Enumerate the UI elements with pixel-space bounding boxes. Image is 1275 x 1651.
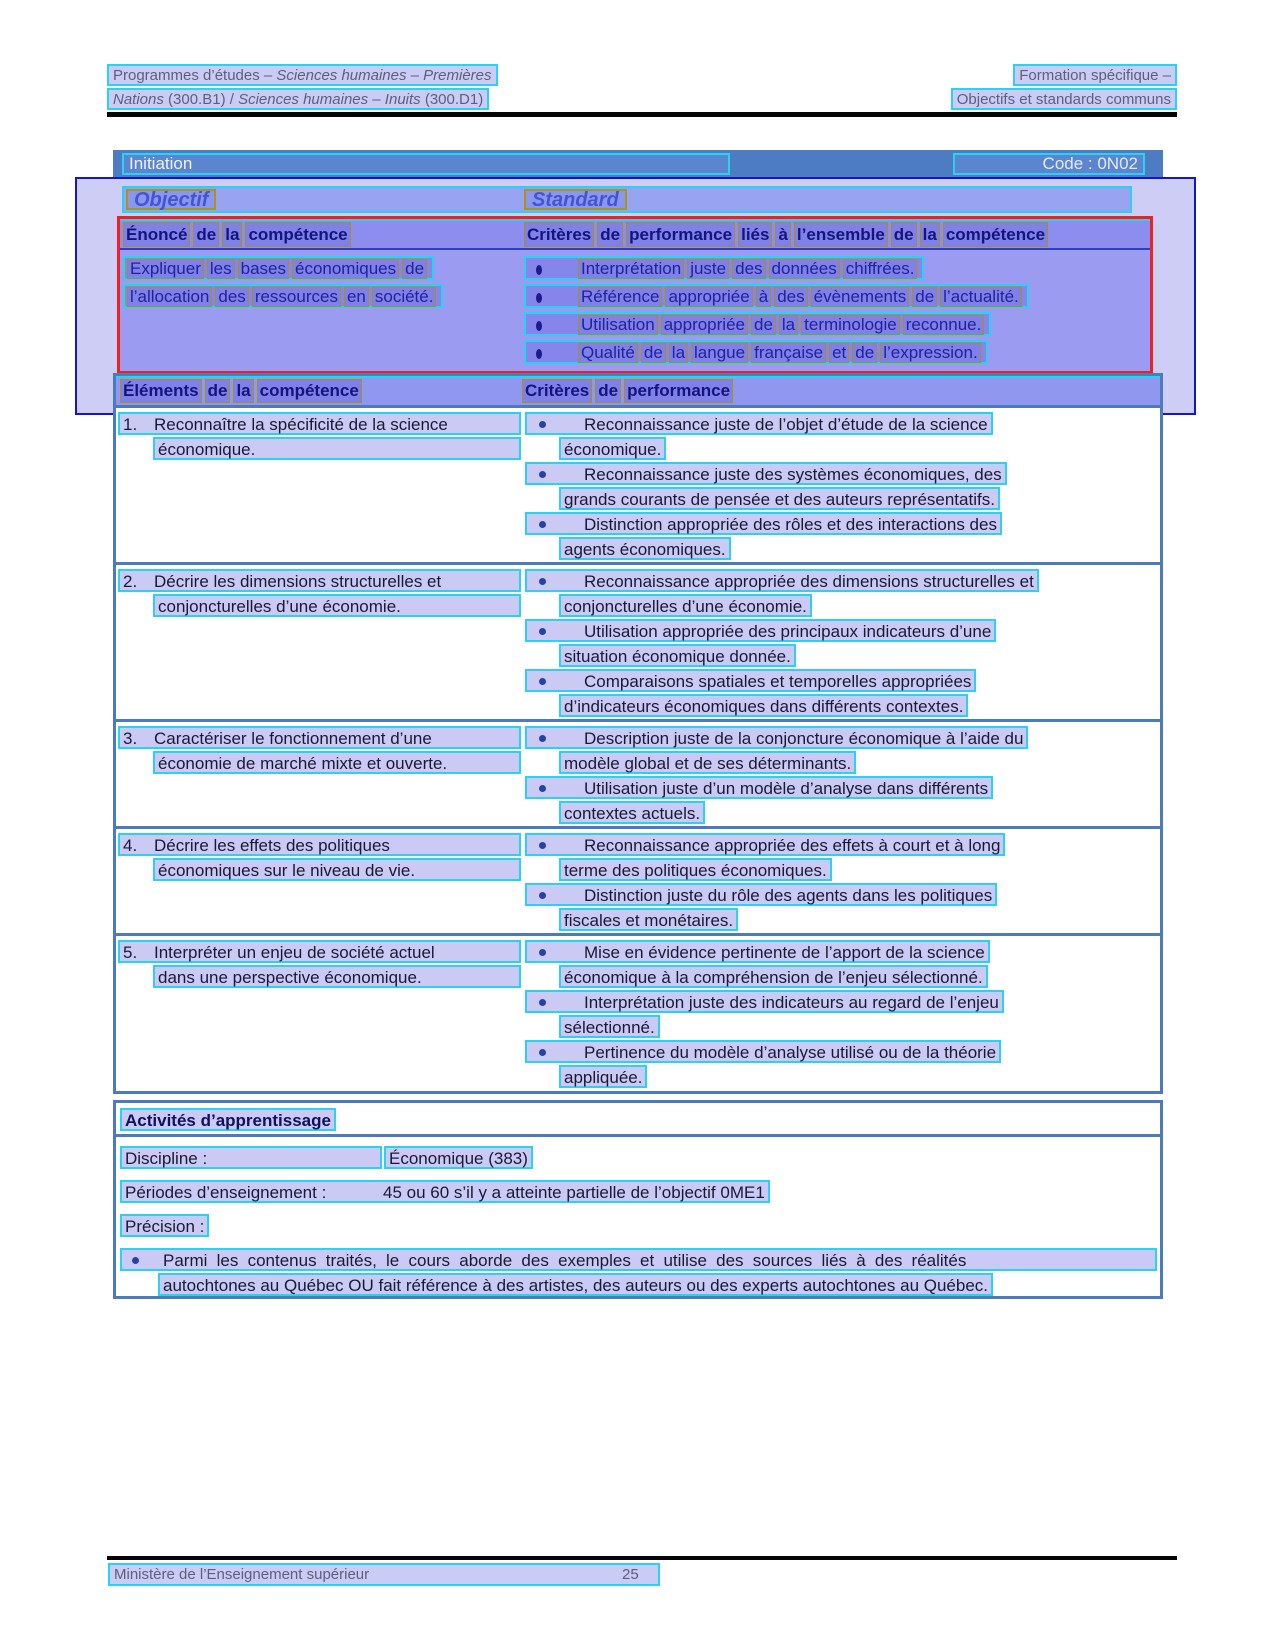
page-header bbox=[107, 64, 1177, 112]
discipline-row bbox=[120, 1146, 1160, 1171]
statement-line: l’allocation des ressources en société. bbox=[123, 284, 443, 308]
header-text-italic: Nations bbox=[113, 91, 164, 108]
criterion-line: Reconnaissance appropriée des effets à court et à long bbox=[584, 836, 1001, 855]
element-criteria bbox=[525, 412, 1160, 562]
bullet-icon bbox=[539, 678, 546, 685]
periodes-label: Périodes d’enseignement : bbox=[125, 1183, 327, 1202]
enonce-statement bbox=[123, 256, 443, 312]
item-line: Caractériser le fonctionnement d’une bbox=[154, 729, 432, 748]
bullet-icon bbox=[536, 265, 542, 275]
bullet-icon bbox=[132, 1257, 139, 1264]
enonce-header-row bbox=[120, 219, 1150, 250]
criterion-line: conjoncturelles d’une économie. bbox=[559, 594, 812, 617]
bullet-icon bbox=[539, 578, 546, 585]
table-row bbox=[116, 565, 1160, 722]
bullet-icon bbox=[539, 949, 546, 956]
criterion-line: Reconnaissance juste des systèmes économiques, des bbox=[584, 465, 1002, 484]
criterion-line: situation économique donnée. bbox=[559, 644, 796, 667]
bullet-icon bbox=[539, 521, 546, 528]
criterion-line: agents économiques. bbox=[559, 537, 731, 560]
criterion-line: appliquée. bbox=[559, 1065, 647, 1088]
item-number: 5. bbox=[123, 943, 138, 962]
header-left bbox=[107, 64, 498, 112]
periodes-row bbox=[120, 1180, 1160, 1205]
bullet-icon bbox=[539, 892, 546, 899]
header-right bbox=[951, 64, 1177, 112]
item-number: 2. bbox=[123, 572, 138, 591]
enonce-header-right: Critères de performance liés à l’ensemble de la compétence bbox=[524, 222, 1051, 247]
bullet-icon bbox=[539, 785, 546, 792]
criterion-line: Distinction appropriée des rôles et des interactions des bbox=[584, 515, 997, 534]
item-line: Décrire les effets des politiques bbox=[154, 836, 390, 855]
header-right-line1: Formation spécifique – bbox=[1013, 64, 1177, 86]
elements-header-row bbox=[116, 376, 1160, 408]
criterion-line: Description juste de la conjoncture économique à l’aide du bbox=[584, 729, 1024, 748]
criterion-line: économique à la compréhension de l’enjeu sélectionné. bbox=[559, 965, 988, 988]
criterion-line: fiscales et monétaires. bbox=[559, 908, 738, 931]
element-item bbox=[116, 940, 525, 1090]
enonce-header-left: Énoncé de la compétence bbox=[123, 222, 354, 247]
item-line: économiques sur le niveau de vie. bbox=[153, 858, 521, 881]
section-title: Initiation bbox=[122, 153, 730, 175]
criterion-line: modèle global et de ses déterminants. bbox=[559, 751, 856, 774]
criterion-line: Mise en évidence pertinente de l’apport de la science bbox=[584, 943, 985, 962]
footer-rule bbox=[107, 1556, 1177, 1560]
table-row bbox=[116, 722, 1160, 829]
note-text: autochtones au Québec OU fait référence à des artistes, des auteurs ou des experts autochtones au Québec. bbox=[158, 1273, 993, 1296]
header-rule bbox=[107, 112, 1177, 117]
criterion-line: contextes actuels. bbox=[559, 801, 705, 824]
element-item bbox=[116, 726, 525, 826]
element-item bbox=[116, 412, 525, 562]
elements-table bbox=[113, 373, 1163, 1094]
item-line: économie de marché mixte et ouverte. bbox=[153, 751, 521, 774]
enonce-box bbox=[117, 216, 1153, 374]
element-item bbox=[116, 569, 525, 719]
item-line: Reconnaître la spécificité de la science bbox=[154, 415, 448, 434]
table-row bbox=[116, 408, 1160, 565]
criterion-line: économique. bbox=[559, 437, 666, 460]
enonce-body bbox=[120, 250, 1150, 370]
note-text: Parmi les contenus traités, le cours aborde des exemples et utilise des sources liés à des réalités bbox=[163, 1251, 967, 1270]
periodes-value: 45 ou 60 s’il y a atteinte partielle de l’objectif 0ME1 bbox=[383, 1183, 765, 1202]
elements-header-right: Critères de performance bbox=[522, 379, 736, 403]
note-line-2 bbox=[120, 1273, 1160, 1298]
header-right-line2: Objectifs et standards communs bbox=[951, 88, 1177, 110]
header-left-line1 bbox=[107, 64, 498, 86]
header-left-line2 bbox=[107, 88, 489, 110]
item-line: Interpréter un enjeu de société actuel bbox=[154, 943, 435, 962]
enonce-criteria bbox=[524, 256, 1029, 368]
element-criteria bbox=[525, 940, 1160, 1090]
section-code: Code : 0N02 bbox=[953, 153, 1145, 175]
criterion-line: Utilisation appropriée des principaux indicateurs d’une bbox=[584, 622, 992, 641]
header-text-italic: Sciences humaines – Inuits bbox=[238, 91, 421, 108]
criterion-line: Distinction juste du rôle des agents dans les politiques bbox=[584, 886, 993, 905]
criterion-line: Reconnaissance juste de l’objet d’étude de la science bbox=[584, 415, 988, 434]
statement-line: Expliquer les bases économiques de bbox=[123, 256, 434, 280]
criterion-line: Comparaisons spatiales et temporelles appropriées bbox=[584, 672, 972, 691]
criterion-line: d’indicateurs économiques dans différents contextes. bbox=[559, 694, 968, 717]
header-text-italic: Sciences humaines – Premières bbox=[276, 67, 492, 84]
bullet-icon bbox=[536, 321, 542, 331]
activites-header-row bbox=[116, 1103, 1160, 1137]
criterion-line: Reconnaissance appropriée des dimensions structurelles et bbox=[584, 572, 1034, 591]
criterion-line: Interprétation juste des données chiffrées. bbox=[578, 259, 920, 278]
item-number: 3. bbox=[123, 729, 138, 748]
discipline-value: Économique (383) bbox=[384, 1146, 533, 1169]
bullet-icon bbox=[539, 471, 546, 478]
element-criteria bbox=[525, 569, 1160, 719]
activites-title: Activités d’apprentissage bbox=[120, 1108, 336, 1131]
bullet-icon bbox=[536, 293, 542, 303]
criterion-line: grands courants de pensée et des auteurs représentatifs. bbox=[559, 487, 1000, 510]
page-footer bbox=[108, 1563, 660, 1586]
elements-header-left: Éléments de la compétence bbox=[120, 379, 365, 403]
criterion-line: Référence appropriée à des évènements de l’actualité. bbox=[578, 287, 1025, 306]
header-text: (300.B1) / bbox=[163, 91, 239, 108]
section-banner bbox=[113, 150, 1163, 178]
item-number: 1. bbox=[123, 415, 138, 434]
table-row bbox=[116, 936, 1160, 1090]
discipline-label: Discipline : bbox=[120, 1146, 382, 1169]
standard-label: Standard bbox=[524, 189, 627, 210]
item-line: Décrire les dimensions structurelles et bbox=[154, 572, 442, 591]
criterion-line: Utilisation appropriée de la terminologie reconnue. bbox=[578, 315, 987, 334]
bullet-icon bbox=[539, 421, 546, 428]
criterion-line: Pertinence du modèle d’analyse utilisé ou de la théorie bbox=[584, 1043, 997, 1062]
objectif-label: Objectif bbox=[126, 189, 216, 210]
element-criteria bbox=[525, 726, 1160, 826]
header-text: (300.D1) bbox=[420, 91, 484, 108]
item-line: conjoncturelles d’une économie. bbox=[153, 594, 521, 617]
bullet-icon bbox=[539, 735, 546, 742]
ministry-name: Ministère de l’Enseignement supérieur bbox=[114, 1566, 370, 1583]
criterion-line: terme des politiques économiques. bbox=[559, 858, 832, 881]
criterion-line: Utilisation juste d’un modèle d’analyse dans différents bbox=[584, 779, 989, 798]
precision-row bbox=[120, 1214, 1160, 1239]
activites-body bbox=[116, 1146, 1160, 1298]
bullet-icon bbox=[539, 1049, 546, 1056]
note-line-1 bbox=[120, 1248, 1160, 1273]
precision-label: Précision : bbox=[120, 1214, 209, 1237]
page-number: 25 bbox=[622, 1566, 639, 1583]
criterion-line: sélectionné. bbox=[559, 1015, 660, 1038]
activites-box bbox=[113, 1100, 1163, 1299]
bullet-icon bbox=[539, 999, 546, 1006]
bullet-icon bbox=[539, 842, 546, 849]
item-line: économique. bbox=[153, 437, 521, 460]
element-criteria bbox=[525, 833, 1160, 933]
element-item bbox=[116, 833, 525, 933]
bullet-icon bbox=[536, 349, 542, 359]
objectif-standard-band bbox=[122, 186, 1132, 213]
criterion-line: Qualité de la langue française et de l’expression. bbox=[578, 343, 984, 362]
header-text: Programmes d’études – bbox=[113, 67, 277, 84]
criterion-line: Interprétation juste des indicateurs au regard de l’enjeu bbox=[584, 993, 999, 1012]
bullet-icon bbox=[539, 628, 546, 635]
item-line: dans une perspective économique. bbox=[153, 965, 521, 988]
table-row bbox=[116, 829, 1160, 936]
item-number: 4. bbox=[123, 836, 138, 855]
